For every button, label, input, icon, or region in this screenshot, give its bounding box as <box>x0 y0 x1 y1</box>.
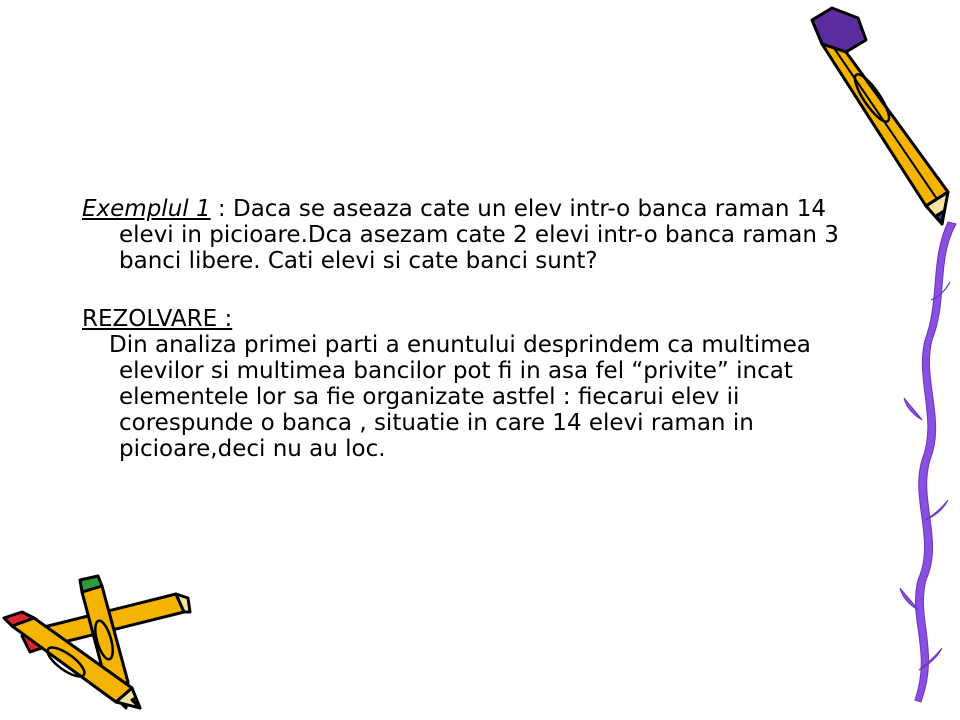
crossed-pencils-icon <box>4 576 190 708</box>
example-statement: : Daca se aseaza cate un elev intr-o banca raman 14 elevi in picioare.Dca asezam cate 2 elevi intr-o banca raman 3 banci libere. Cati elevi si cate banci sunt? <box>119 196 839 274</box>
vine-border <box>900 222 956 702</box>
example-label: Exemplul 1 <box>82 196 211 222</box>
solution-text: Din analiza primei parti a enuntului desprindem ca multimea elevilor si multimea bancilor pot fi in asa fel “privite” incat elementele lor sa fie organizate astfel : fiecarui elev ii corespunde o banca , situatie in care 14 elevi raman in picioare,deci nu au loc. <box>109 332 811 462</box>
pencil-icon <box>812 8 948 224</box>
slide-text <box>82 196 862 462</box>
solution-heading: REZOLVARE : <box>82 306 233 332</box>
example-paragraph <box>82 196 862 274</box>
